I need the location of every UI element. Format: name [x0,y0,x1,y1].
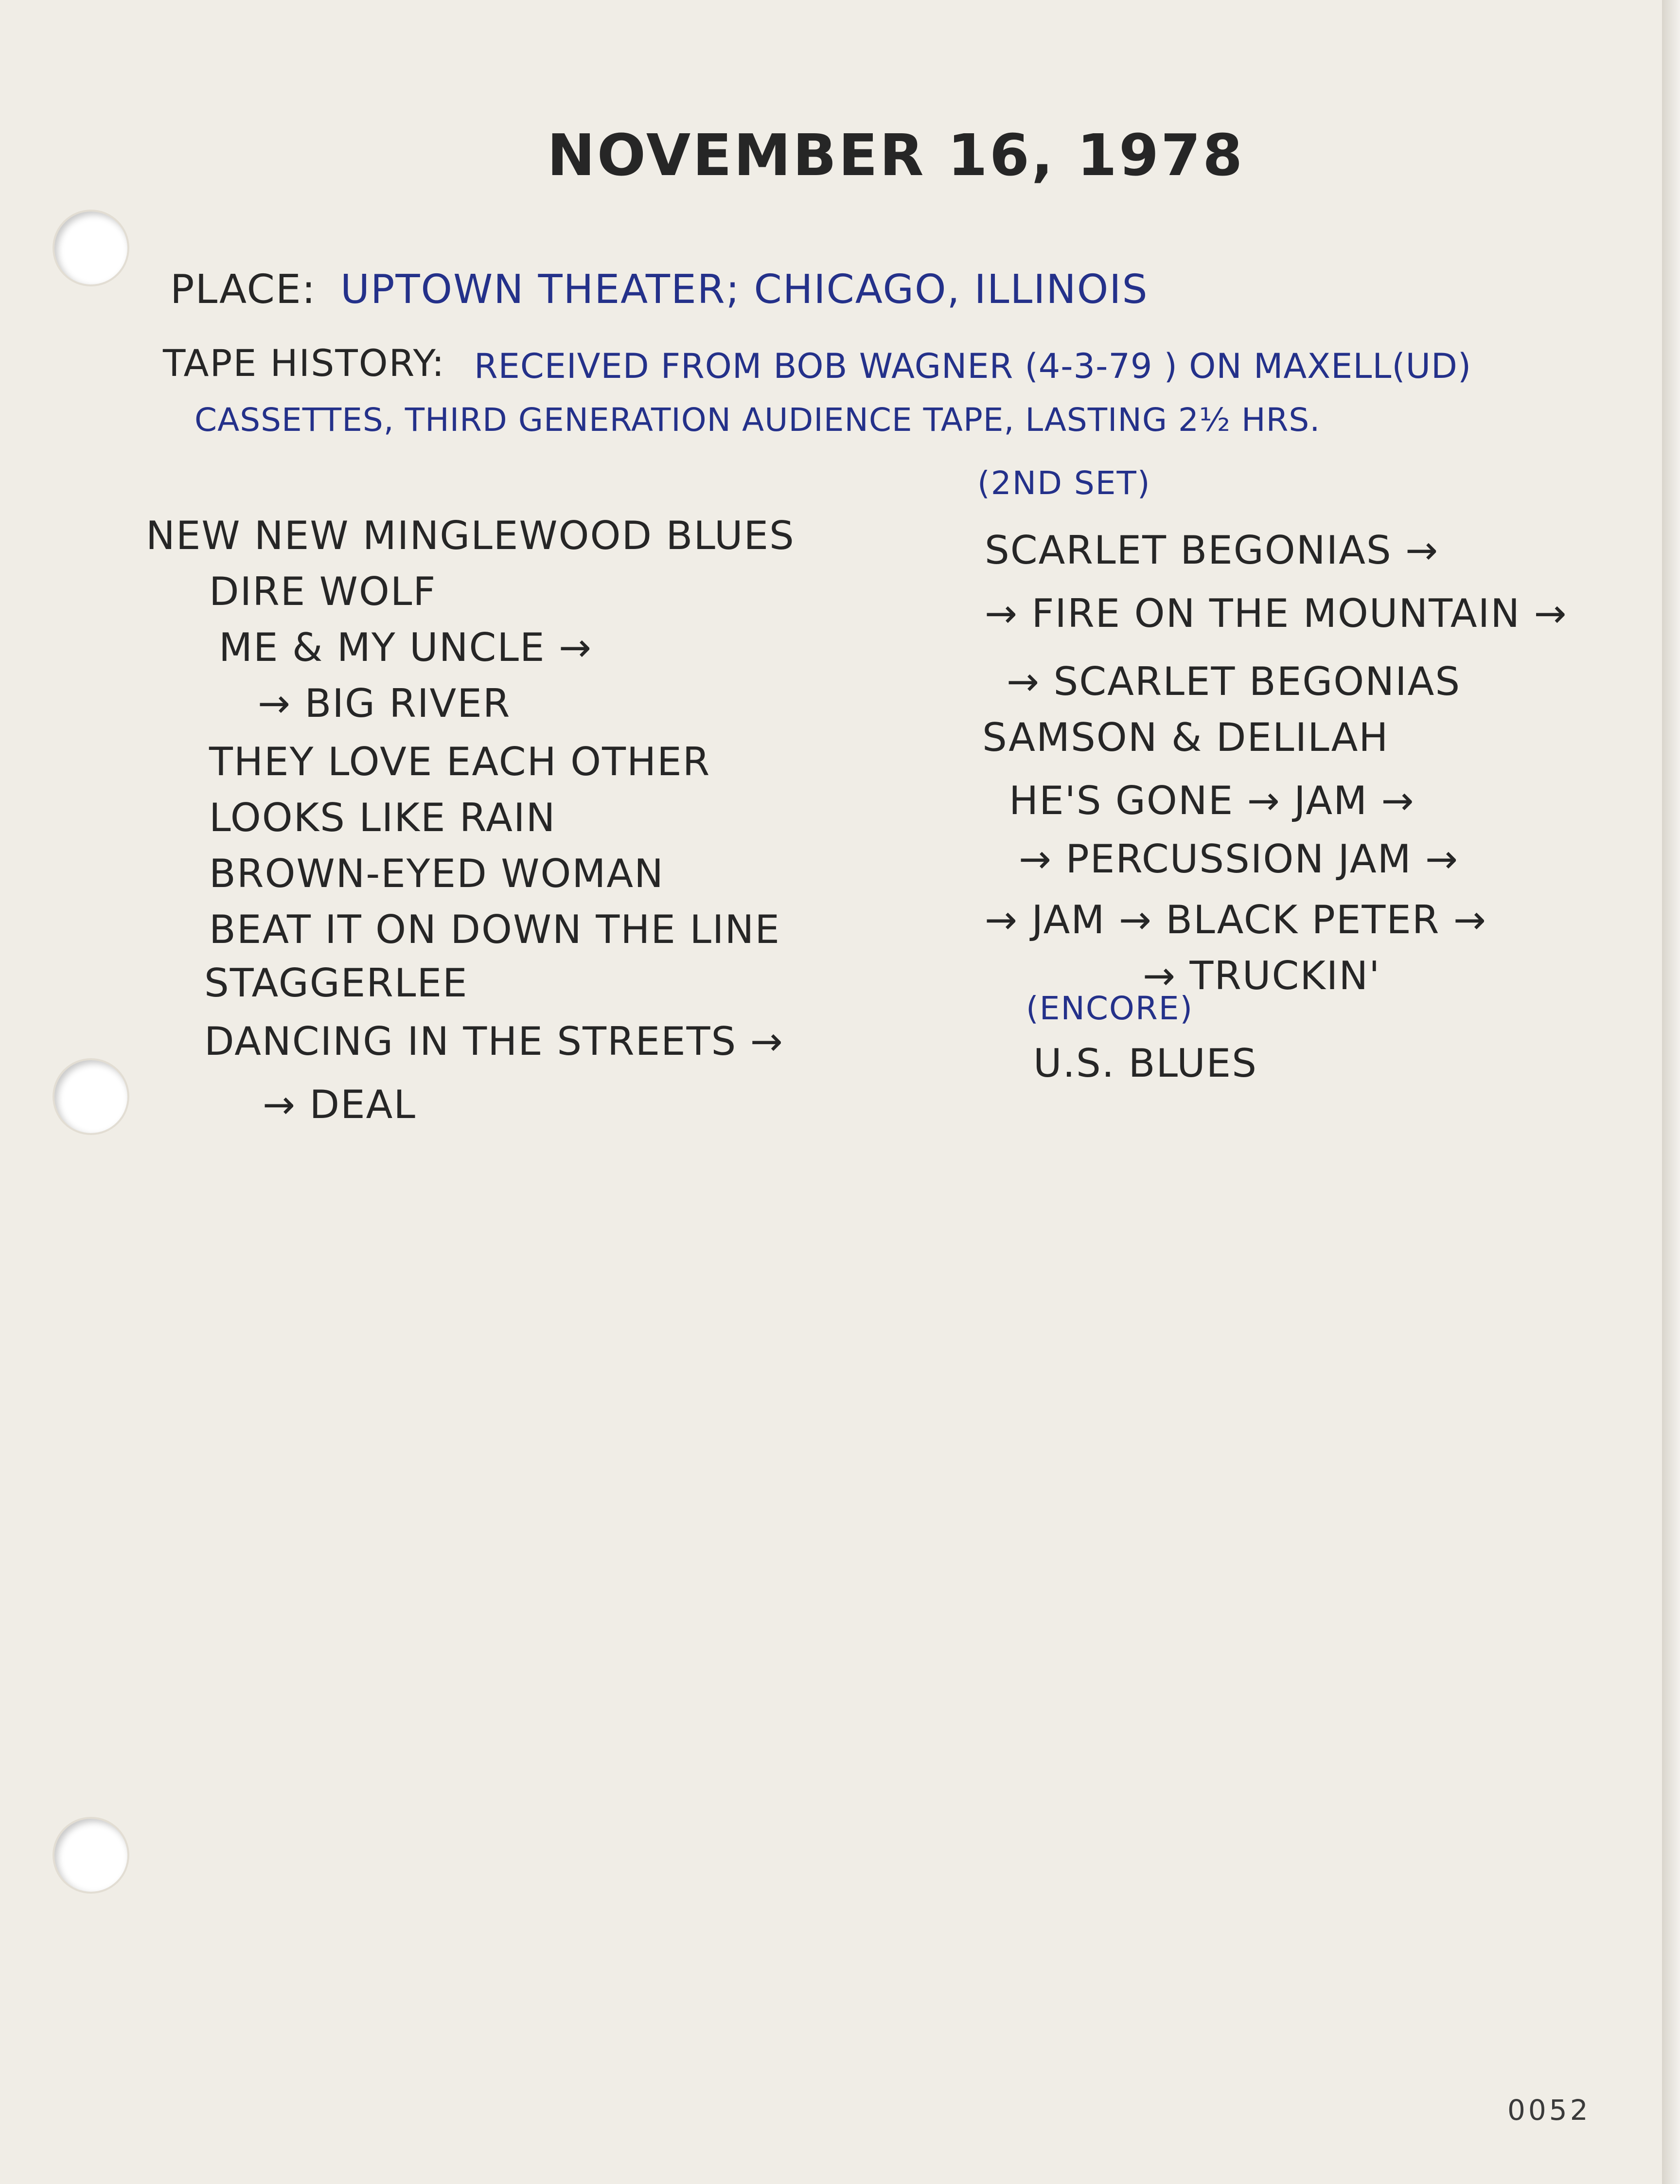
set2-song: SAMSON & DELILAH [982,715,1389,760]
set1-song: → BIG RIVER [258,681,511,726]
place-label: PLACE: [170,266,317,313]
tape-history-label: TAPE HISTORY: [163,341,445,385]
set1-song: NEW NEW MINGLEWOOD BLUES [146,513,795,558]
set2-label: (2ND SET) [977,464,1151,502]
set1-song: BEAT IT ON DOWN THE LINE [209,907,780,952]
set2-song: → PERCUSSION JAM → [1019,836,1459,882]
tape-history-line2: CASSETTES, THIRD GENERATION AUDIENCE TAPE, LASTING 2½ HRS. [195,401,1321,439]
encore-label: (ENCORE) [1026,990,1194,1027]
encore-song: U.S. BLUES [1033,1041,1257,1086]
set1-song: STAGGERLEE [204,960,468,1006]
page-edge [1662,0,1680,2184]
set1-song: LOOKS LIKE RAIN [209,795,556,840]
page-title-date: NOVEMBER 16, 1978 [547,122,1245,189]
binder-hole-middle [54,1060,127,1133]
set1-song: → DEAL [263,1082,416,1127]
set1-song: DIRE WOLF [209,569,437,614]
place-value: UPTOWN THEATER; CHICAGO, ILLINOIS [340,266,1149,313]
set2-song: → JAM → BLACK PETER → [985,897,1487,942]
page-number: 0052 [1507,2094,1591,2127]
set2-song: → TRUCKIN' [1143,953,1381,998]
set1-song: DANCING IN THE STREETS → [204,1019,784,1064]
binder-hole-top [54,212,127,284]
binder-hole-bottom [54,1819,127,1892]
set1-song: THEY LOVE EACH OTHER [209,739,711,784]
set2-song: HE'S GONE → JAM → [1009,778,1415,823]
set2-song: → SCARLET BEGONIAS [1007,659,1461,704]
set1-song: ME & MY UNCLE → [219,625,592,670]
set2-song: → FIRE ON THE MOUNTAIN → [985,591,1568,636]
set2-song: SCARLET BEGONIAS → [985,528,1439,573]
tape-history-line1: RECEIVED FROM BOB WAGNER (4-3-79 ) ON MAXELL(UD) [474,346,1472,386]
set1-song: BROWN-EYED WOMAN [209,851,664,896]
